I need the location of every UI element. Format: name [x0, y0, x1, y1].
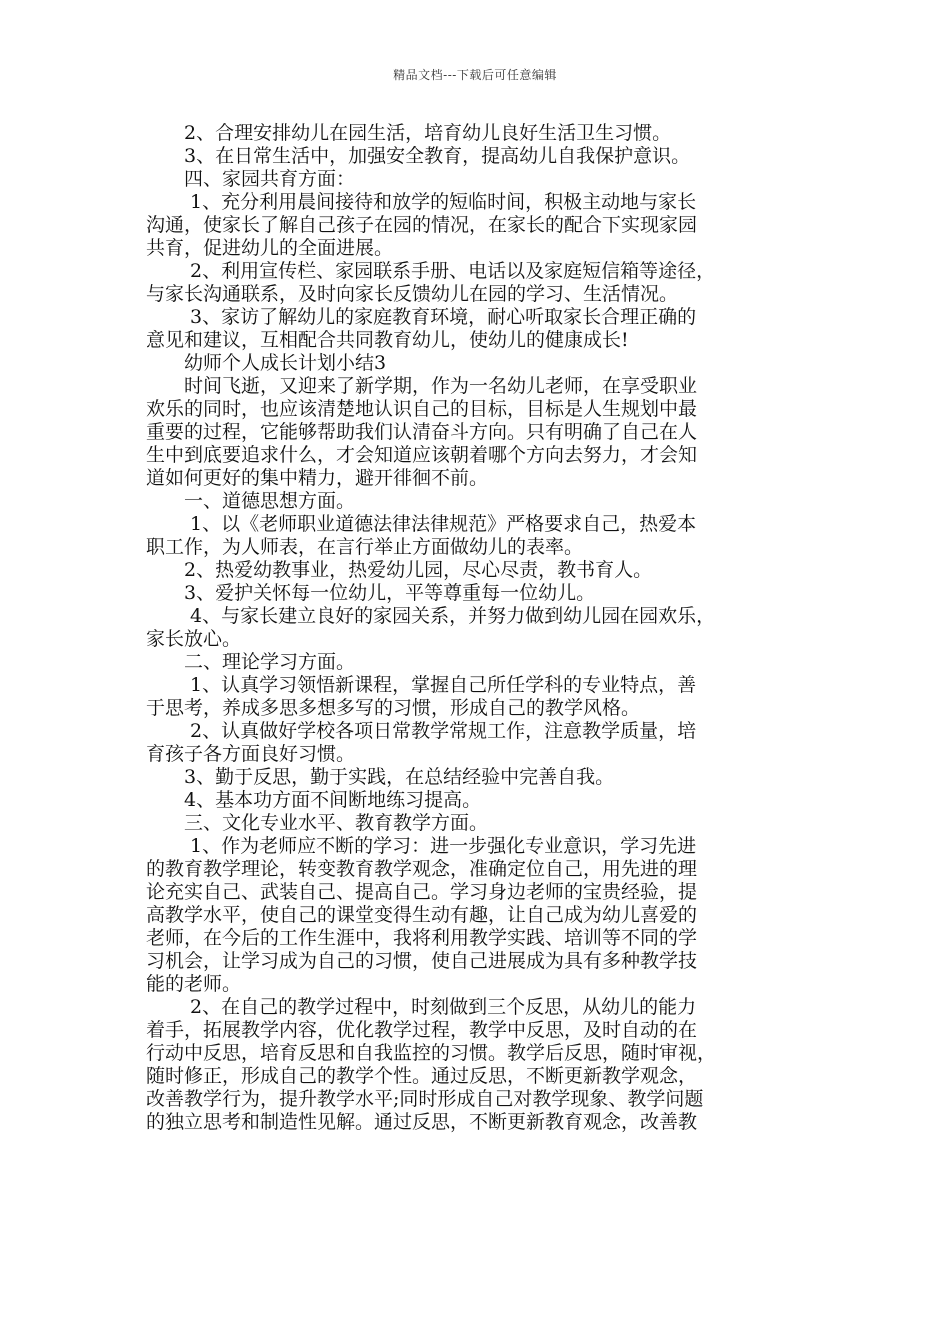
page-header: 精品文档---下载后可任意编辑 [393, 68, 557, 82]
text-line: 沟通，使家长了解自己孩子在园的情况，在家长的配合下实现家园 [146, 214, 698, 236]
text-line: 三、文化专业水平、教育教学方面。 [146, 812, 489, 834]
text-line: 能的老师。 [146, 973, 242, 995]
text-line: 4、与家长建立良好的家园关系，并努力做到幼儿园在园欢乐， [146, 605, 716, 627]
text-line: 论充实自己、武装自己、提高自己。学习身边老师的宝贵经验，提 [146, 881, 698, 903]
text-line: 意见和建议，互相配合共同教育幼儿，使幼儿的健康成长! [146, 329, 629, 351]
text-line: 时间飞逝，又迎来了新学期，作为一名幼儿老师，在享受职业 [146, 375, 698, 397]
text-line: 老师，在今后的工作生涯中，我将利用教学实践、培训等不同的学 [146, 927, 698, 949]
text-line: 二、理论学习方面。 [146, 651, 356, 673]
text-line: 1、认真学习领悟新课程，掌握自己所任学科的专业特点，善 [146, 674, 697, 696]
text-line: 1、以《老师职业道德法律法律规范》严格要求自己，热爱本 [146, 513, 697, 535]
text-line: 生中到底要追求什么，才会知道应该朝着哪个方向去努力，才会知 [146, 444, 698, 466]
text-line: 3、爱护关怀每一位幼儿，平等尊重每一位幼儿。 [146, 582, 596, 604]
document-body [146, 122, 812, 1134]
text-line: 3、在日常生活中，加强安全教育，提高幼儿自我保护意识。 [146, 145, 691, 167]
text-line: 2、热爱幼教事业，热爱幼儿园，尽心尽责，教书育人。 [146, 559, 653, 581]
text-line: 四、家园共育方面： [146, 168, 356, 190]
text-line: 随时修正，形成自己的教学个性。通过反思，不断更新教学观念， [146, 1065, 698, 1087]
text-line: 与家长沟通联系，及时向家长反馈幼儿在园的学习、生活情况。 [146, 283, 679, 305]
text-line: 共育，促进幼儿的全面进展。 [146, 237, 394, 259]
text-line: 的独立思考和制造性见解。通过反思，不断更新教育观念，改善教 [146, 1111, 698, 1133]
text-line: 道如何更好的集中精力，避开徘徊不前。 [146, 467, 489, 489]
text-line: 3、家访了解幼儿的家庭教育环境，耐心听取家长合理正确的 [146, 306, 697, 328]
text-line: 的教育教学理论，转变教育教学观念，准确定位自己，用先进的理 [146, 858, 698, 880]
text-line: 改善教学行为，提升教学水平;同时形成自己对教学现象、教学问题 [146, 1088, 704, 1110]
text-line: 职工作，为人师表，在言行举止方面做幼儿的表率。 [146, 536, 584, 558]
text-line: 2、在自己的教学过程中，时刻做到三个反思，从幼儿的能力 [146, 996, 697, 1018]
text-line: 2、合理安排幼儿在园生活，培育幼儿良好生活卫生习惯。 [146, 122, 672, 144]
text-line: 1、作为老师应不断的学习：进一步强化专业意识，学习先进 [146, 835, 697, 857]
text-line: 幼师个人成长计划小结3 [146, 352, 387, 374]
text-line: 2、认真做好学校各项日常教学常规工作，注意教学质量，培 [146, 720, 697, 742]
text-line: 4、基本功方面不间断地练习提高。 [146, 789, 482, 811]
text-line: 2、利用宣传栏、家园联系手册、电话以及家庭短信箱等途径， [146, 260, 716, 282]
text-line: 着手，拓展教学内容，优化教学过程，教学中反思，及时自动的在 [146, 1019, 698, 1041]
text-line: 3、勤于反思，勤于实践，在总结经验中完善自我。 [146, 766, 615, 788]
text-line: 行动中反思，培育反思和自我监控的习惯。教学后反思，随时审视， [146, 1042, 717, 1064]
text-line: 一、道德思想方面。 [146, 490, 356, 512]
text-line: 1、充分利用晨间接待和放学的短临时间，积极主动地与家长 [146, 191, 697, 213]
text-line: 于思考，养成多思多想多写的习惯，形成自己的教学风格。 [146, 697, 641, 719]
text-line: 育孩子各方面良好习惯。 [146, 743, 356, 765]
text-line: 习机会，让学习成为自己的习惯，使自己进展成为具有多种教学技 [146, 950, 698, 972]
text-line: 重要的过程，它能够帮助我们认清奋斗方向。只有明确了自己在人 [146, 421, 698, 443]
text-line: 高教学水平，使自己的课堂变得生动有趣，让自己成为幼儿喜爱的 [146, 904, 698, 926]
text-line: 欢乐的同时，也应该清楚地认识自己的目标，目标是人生规划中最 [146, 398, 698, 420]
text-line: 家长放心。 [146, 628, 242, 650]
